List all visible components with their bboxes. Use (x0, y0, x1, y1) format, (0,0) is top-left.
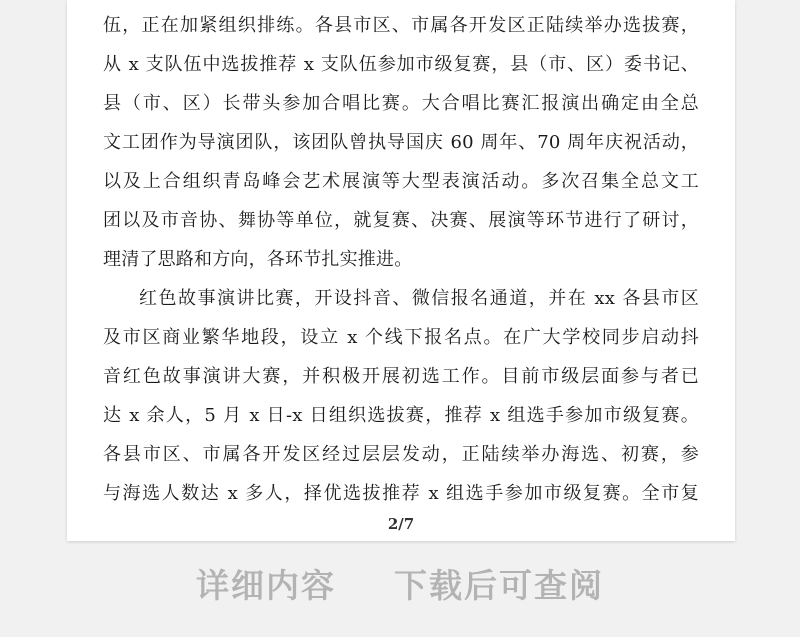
text-line: 团以及市音协、舞协等单位，就复赛、决赛、展演等环节进行了研讨， (103, 210, 699, 231)
page-number: 2/7 (387, 515, 415, 533)
text-line: 与海选人数达 x 多人，择优选拔推荐 x 组选手参加市级复赛。全市复 (103, 483, 699, 504)
text-line: 红色故事演讲比赛，开设抖音、微信报名通道，并在 xx 各县市区 (139, 288, 699, 309)
footer-text-download: 下载后可查阅 (394, 566, 604, 605)
footer-text-details: 详细内容 (196, 566, 336, 605)
document-page (67, 0, 735, 541)
text-line: 文工团作为导演团队，该团队曾执导国庆 60 周年、70 周年庆祝活动， (103, 132, 699, 153)
text-line: 伍，正在加紧组织排练。各县市区、市属各开发区正陆续举办选拔赛， (103, 15, 699, 36)
document-body (103, 6, 699, 513)
text-line: 以及上合组织青岛峰会艺术展演等大型表演活动。多次召集全总文工 (103, 171, 699, 192)
download-prompt (0, 560, 800, 610)
text-line: 从 x 支队伍中选拔推荐 x 支队伍参加市级复赛，县（市、区）委书记、 (103, 54, 699, 75)
text-line: 及市区商业繁华地段，设立 x 个线下报名点。在广大学校同步启动抖 (103, 327, 699, 348)
text-line: 音红色故事演讲大赛，并积极开展初选工作。目前市级层面参与者已 (103, 366, 699, 387)
text-line: 理清了思路和方向，各环节扎实推进。 (103, 249, 413, 270)
text-line: 各县市区、市属各开发区经过层层发动，正陆续举办海选、初赛，参 (103, 444, 699, 465)
text-line: 县（市、区）长带头参加合唱比赛。大合唱比赛汇报演出确定由全总 (103, 93, 699, 114)
text-line: 达 x 余人，5 月 x 日-x 日组织选拔赛，推荐 x 组选手参加市级复赛。 (103, 405, 699, 426)
